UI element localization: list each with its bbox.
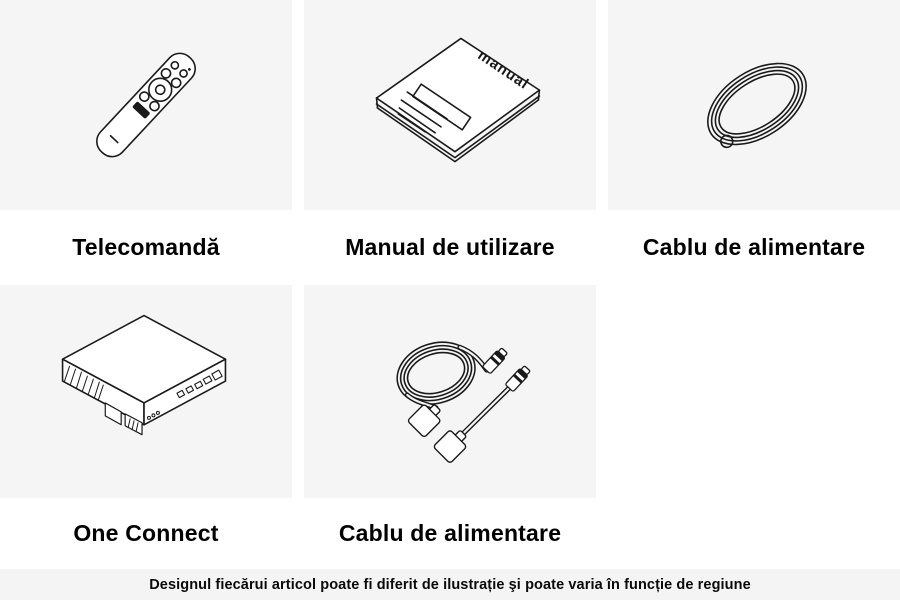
accessories-row-2 (0, 285, 900, 569)
accessories-row-1 (0, 0, 900, 285)
manual-tile (304, 0, 596, 210)
accessory-power-cables (304, 285, 596, 569)
accessory-label-manual: Manual de utilizare (345, 234, 555, 260)
footer-note-text: Designul fiecărui articol poate fi diferit de ilustrație şi poate varia în funcție de regiune (149, 576, 751, 593)
accessory-manual (304, 0, 596, 285)
accessory-label-power-cable-coil: Cablu de alimentare (642, 234, 866, 260)
remote-control-icon (0, 0, 292, 210)
one-connect-box-icon (0, 285, 292, 498)
accessory-power-cable-coil (608, 0, 900, 285)
footer-note-bar (0, 569, 900, 600)
power-cables-tile (304, 285, 596, 498)
one-connect-tile (0, 285, 292, 498)
accessory-one-connect (0, 285, 292, 569)
user-manual-icon (304, 0, 596, 210)
accessory-label-remote: Telecomandă (72, 234, 220, 260)
accessory-remote (0, 0, 292, 285)
power-cables-icon (304, 285, 596, 498)
accessory-label-power-cables: Cablu de alimentare (338, 520, 562, 546)
coiled-power-cable-icon (608, 0, 900, 210)
manual-cover-text: manual (474, 47, 532, 94)
power-cable-coil-tile (608, 0, 900, 210)
empty-cell (608, 285, 900, 569)
remote-tile (0, 0, 292, 210)
accessory-label-one-connect: One Connect (73, 520, 219, 546)
